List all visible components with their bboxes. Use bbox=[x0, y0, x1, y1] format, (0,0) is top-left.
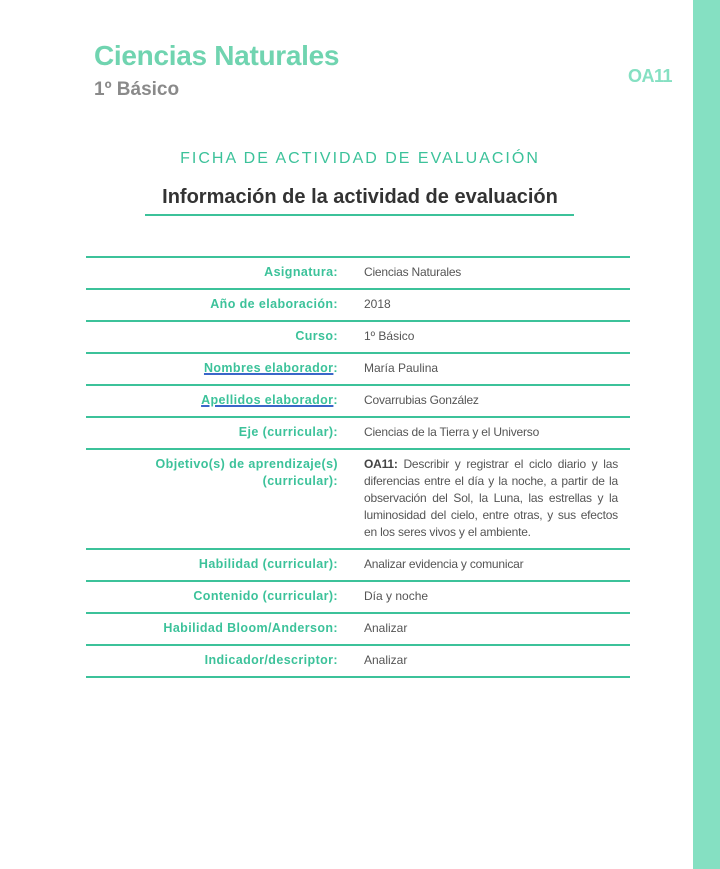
row-label-nombres-text: Nombres elaborador bbox=[203, 361, 334, 375]
section-title: Información de la actividad de evaluación bbox=[162, 186, 558, 208]
table-row bbox=[86, 385, 630, 417]
title-underline bbox=[145, 214, 574, 216]
table-row bbox=[86, 581, 630, 613]
objetivo-code: OA11: bbox=[364, 457, 398, 471]
row-label-apellidos-text: Apellidos elaborador bbox=[201, 393, 334, 407]
side-accent-bar bbox=[693, 0, 720, 869]
row-label-apellidos bbox=[86, 385, 364, 417]
table-row bbox=[86, 353, 630, 385]
table-row bbox=[86, 449, 630, 549]
row-label-nombres-colon: : bbox=[333, 361, 338, 375]
row-label-anio: Año de elaboración: bbox=[210, 297, 338, 311]
table-row bbox=[86, 549, 630, 581]
row-value-curso: 1º Básico bbox=[364, 329, 415, 343]
table-row bbox=[86, 613, 630, 645]
table-row bbox=[86, 645, 630, 677]
row-value-apellidos: Covarrubias González bbox=[364, 393, 479, 407]
row-value-indicador: Analizar bbox=[364, 653, 408, 667]
row-value-eje: Ciencias de la Tierra y el Universo bbox=[364, 425, 540, 439]
objetivo-text: Describir y registrar el ciclo diario y las diferencias entre el día y la noche, a partir de la observación del Sol, la Luna, las estrellas y la luminosidad del cielo, entre otras, y sus efectos en los seres vivos y el ambiente. bbox=[364, 457, 618, 539]
row-value-objetivo bbox=[364, 449, 630, 549]
row-value-habilidad: Analizar evidencia y comunicar bbox=[364, 557, 524, 571]
row-value-anio: 2018 bbox=[364, 297, 391, 311]
row-label-nombres bbox=[86, 353, 364, 385]
row-label-objetivo: Objetivo(s) de aprendizaje(s) (curricular): bbox=[155, 457, 338, 488]
row-value-contenido: Día y noche bbox=[364, 589, 429, 603]
grade-label: 1º Básico bbox=[94, 79, 180, 100]
activity-info-table bbox=[86, 256, 630, 678]
row-label-asignatura: Asignatura: bbox=[264, 265, 338, 279]
row-label-bloom: Habilidad Bloom/Anderson: bbox=[163, 621, 338, 635]
table-row bbox=[86, 289, 630, 321]
row-value-nombres: María Paulina bbox=[364, 361, 439, 375]
sheet-type-heading: FICHA DE ACTIVIDAD DE EVALUACIÓN bbox=[180, 150, 540, 167]
row-value-asignatura: Ciencias Naturales bbox=[364, 265, 462, 279]
row-label-eje: Eje (curricular): bbox=[238, 425, 338, 439]
row-label-habilidad: Habilidad (curricular): bbox=[198, 557, 338, 571]
table-row bbox=[86, 257, 630, 289]
row-label-contenido: Contenido (curricular): bbox=[193, 589, 338, 603]
oa-code: OA11 bbox=[628, 66, 673, 86]
table-row bbox=[86, 321, 630, 353]
row-label-curso: Curso: bbox=[295, 329, 338, 343]
row-value-bloom: Analizar bbox=[364, 621, 408, 635]
subject-title: Ciencias Naturales bbox=[94, 40, 340, 71]
row-label-apellidos-colon: : bbox=[333, 393, 338, 407]
table-row bbox=[86, 417, 630, 449]
row-label-indicador: Indicador/descriptor: bbox=[204, 653, 338, 667]
